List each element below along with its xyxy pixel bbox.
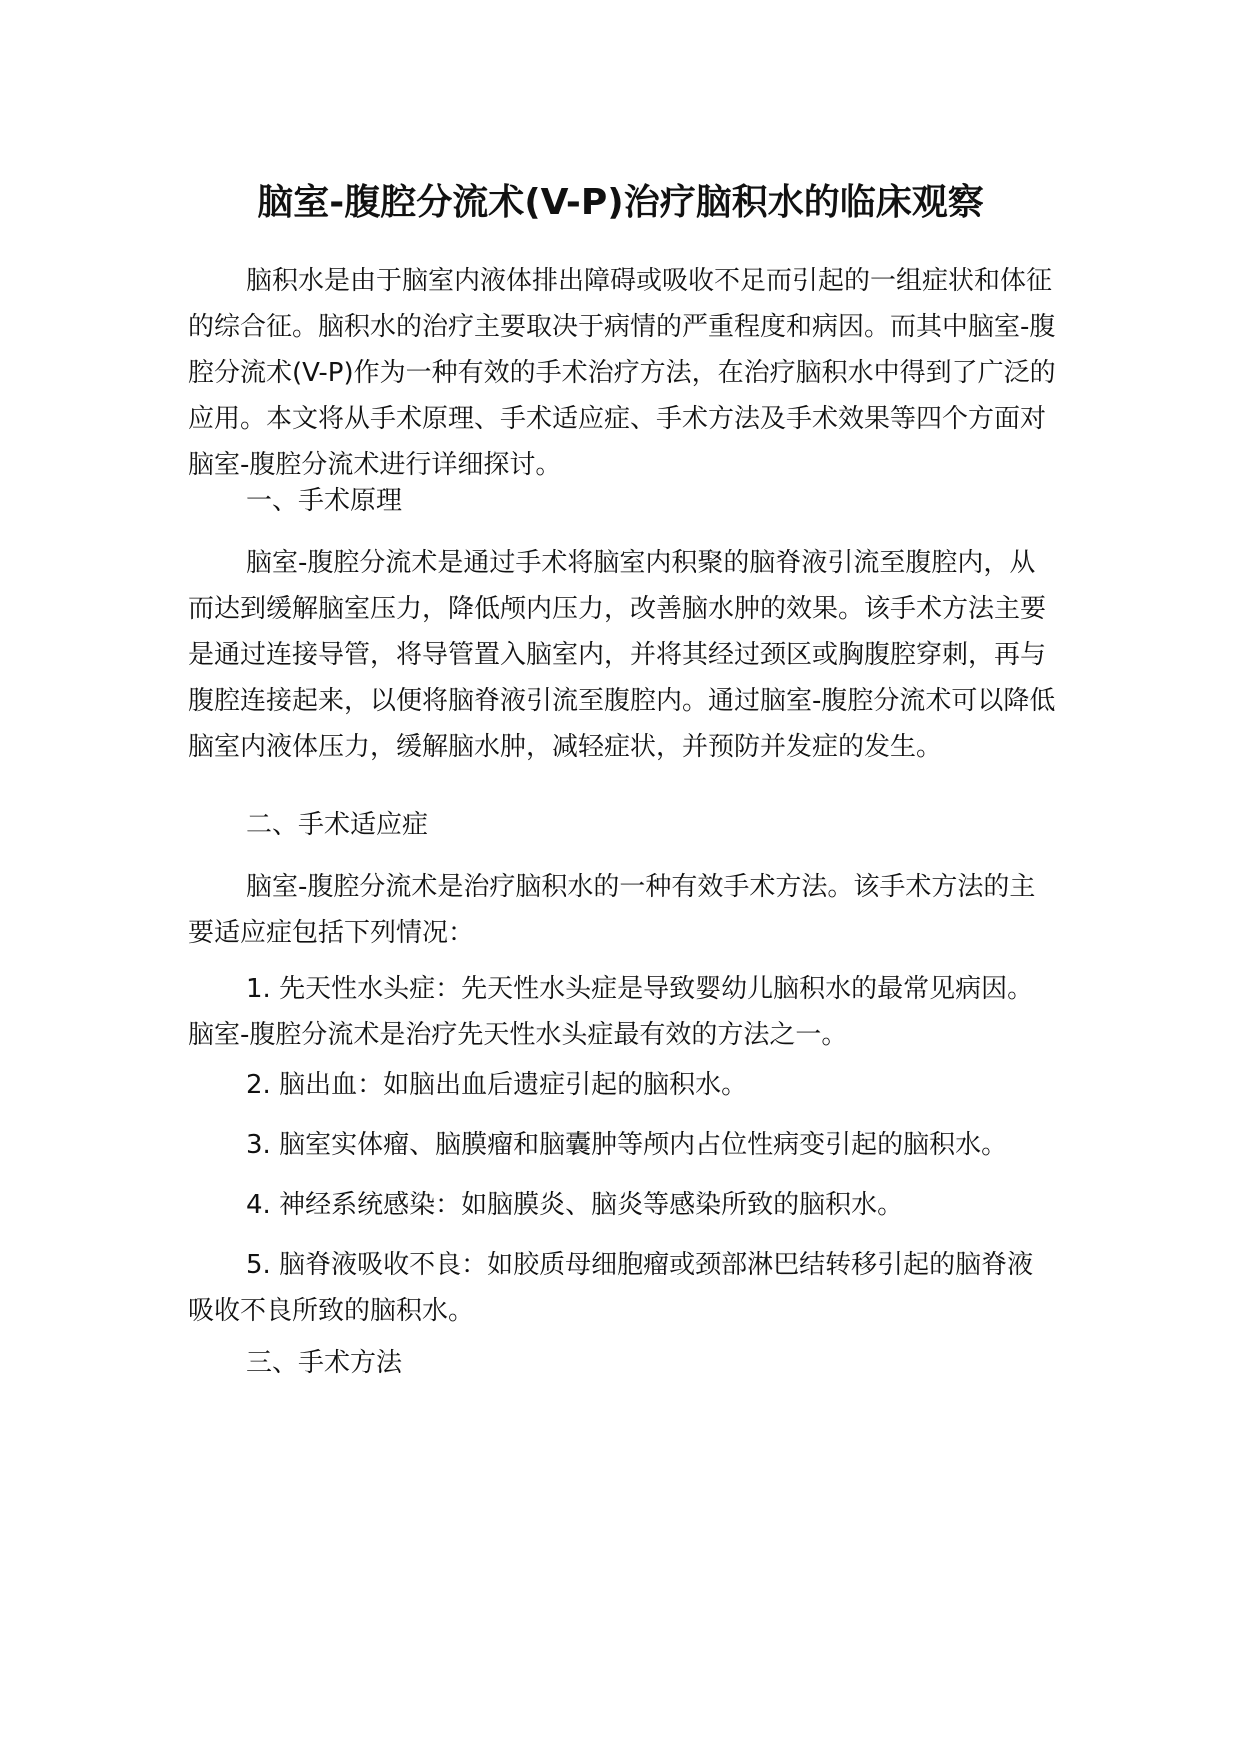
section-3-heading: 三、手术方法 [246,1348,403,1378]
indication-item-4-block [188,1182,1058,1228]
section-1-heading-block [188,478,1058,524]
section-2-heading-block [188,802,1058,848]
indication-item-1-block [188,966,1058,1058]
section-2-heading: 二、手术适应症 [246,810,429,840]
section-2-block [188,864,1058,956]
indication-item: 1. 先天性水头症：先天性水头症是导致婴幼儿脑积水的最常见病因。脑室-腹腔分流术是治疗先天性水头症最有效的方法之一。 [188,974,1034,1050]
indication-item-2-block [188,1062,1058,1108]
indication-item: 4. 神经系统感染：如脑膜炎、脑炎等感染所致的脑积水。 [246,1190,904,1220]
intro-block [188,258,1058,488]
section-2-paragraph: 脑室-腹腔分流术是治疗脑积水的一种有效手术方法。该手术方法的主要适应症包括下列情况： [188,872,1036,948]
intro-paragraph: 脑积水是由于脑室内液体排出障碍或吸收不足而引起的一组症状和体征的综合征。脑积水的治疗主要取决于病情的严重程度和病因。而其中脑室-腹腔分流术(V-P)作为一种有效的手术治疗方法，在治疗脑积水中得到了广泛的应用。本文将从手术原理、手术适应症、手术方法及手术效果等四个方面对脑室-腹腔分流术进行详细探讨。 [188,266,1056,480]
indication-item: 2. 脑出血：如脑出血后遗症引起的脑积水。 [246,1070,748,1100]
indication-item: 5. 脑脊液吸收不良：如胶质母细胞瘤或颈部淋巴结转移引起的脑脊液吸收不良所致的脑积水。 [188,1250,1034,1326]
indication-item-5-block [188,1242,1058,1334]
section-1-block [188,540,1058,770]
section-3-heading-block [188,1340,1058,1386]
section-1-paragraph: 脑室-腹腔分流术是通过手术将脑室内积聚的脑脊液引流至腹腔内，从而达到缓解脑室压力，降低颅内压力，改善脑水肿的效果。该手术方法主要是通过连接导管，将导管置入脑室内，并将其经过颈区或胸腹腔穿刺，再与腹腔连接起来，以便将脑脊液引流至腹腔内。通过脑室-腹腔分流术可以降低脑室内液体压力，缓解脑水肿，减轻症状，并预防并发症的发生。 [188,548,1056,762]
section-1-heading: 一、手术原理 [246,486,403,516]
indication-item-3-block [188,1122,1058,1168]
indication-item: 3. 脑室实体瘤、脑膜瘤和脑囊肿等颅内占位性病变引起的脑积水。 [246,1130,1008,1160]
document-title: 脑室-腹腔分流术(V-P)治疗脑积水的临床观察 [257,182,984,223]
